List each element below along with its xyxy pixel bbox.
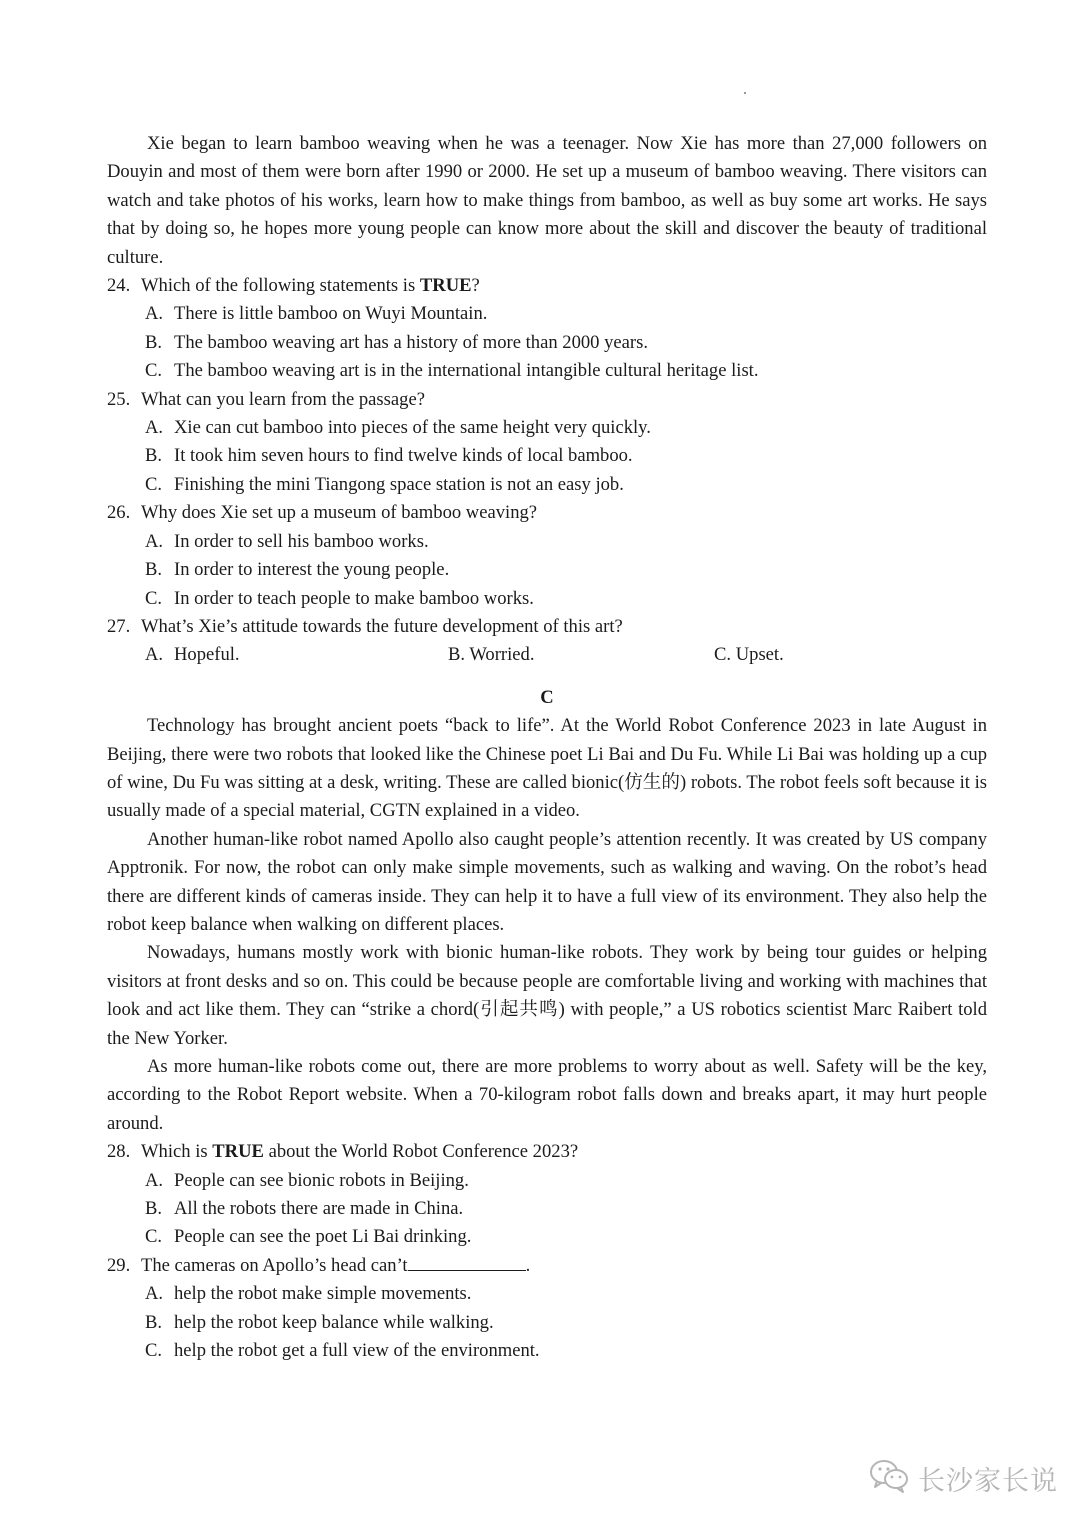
question-27 [107,613,987,641]
option-26-b[interactable] [107,556,987,584]
question-24 [107,272,987,300]
option-28-c[interactable] [107,1223,987,1251]
option-25-b[interactable] [107,442,987,470]
watermark-text: 长沙家长说 [918,1465,1058,1497]
passage-c-paragraph-2: Another human-like robot named Apollo also caught people’s attention recently. It was created by US company Apptronik. For now, the robot can only make simple movements, such as walking and waving. On the robot’s head there are different kinds of cameras inside. They can help it to have a full view of its environment. They also help the robot keep balance when walking on different places. [107,828,987,935]
question-text: The cameras on Apollo’s head can’t [141,1254,408,1276]
option-label: C. [145,1226,163,1248]
option-label: B. [145,445,163,467]
option-label: A. [145,530,164,552]
options-27-row [107,641,987,669]
question-emphasis: TRUE [419,275,472,297]
scan-speck [744,92,746,94]
question-28 [107,1138,987,1166]
wechat-icon [868,1458,910,1499]
option-text: Xie can cut bamboo into pieces of the same height very quickly. [174,417,651,439]
option-label: C. [714,644,732,666]
option-24-b[interactable] [107,329,987,357]
option-29-c[interactable] [107,1337,987,1365]
question-text: What can you learn from the passage? [141,388,425,410]
option-text: help the robot make simple movements. [174,1283,472,1305]
option-label: B. [145,1311,163,1333]
question-text: Which is [141,1141,213,1163]
option-26-c[interactable] [107,585,987,613]
question-26 [107,499,987,527]
option-25-a[interactable] [107,414,987,442]
question-29 [107,1252,987,1280]
option-label: B. [145,559,163,581]
option-27-c[interactable] [714,641,784,669]
option-text: The bamboo weaving art is in the international intangible cultural heritage list. [174,360,759,382]
option-29-a[interactable] [107,1280,987,1308]
option-label: A. [145,1169,164,1191]
option-text: The bamboo weaving art has a history of more than 2000 years. [174,331,649,353]
exam-page [107,130,987,1365]
option-text: In order to sell his bamboo works. [174,530,429,552]
option-25-c[interactable] [107,471,987,499]
option-text: People can see bionic robots in Beijing. [174,1169,469,1191]
option-text: People can see the poet Li Bai drinking. [174,1226,472,1248]
option-label: C. [145,473,163,495]
option-28-b[interactable] [107,1195,987,1223]
option-text: Worried. [469,644,535,666]
option-24-a[interactable] [107,300,987,328]
question-number: 26. [107,502,131,524]
option-26-a[interactable] [107,528,987,556]
option-label: C. [145,360,163,382]
passage-c-paragraph-4: As more human-like robots come out, there are more problems to worry about as well. Safety will be the key, according to the Robot Report website. When a 70-kilogram robot falls down and breaks apart, it may hurt people around. [107,1055,987,1134]
option-text: All the robots there are made in China. [174,1198,464,1220]
option-label: C. [145,1340,163,1362]
option-text: Upset. [735,644,784,666]
option-label: A. [145,417,164,439]
question-number: 24. [107,275,131,297]
question-emphasis: TRUE [212,1141,264,1163]
question-number: 28. [107,1141,131,1163]
option-label: B. [145,1198,163,1220]
question-text-end: about the World Robot Conference 2023? [263,1141,579,1163]
option-text: It took him seven hours to find twelve kinds of local bamboo. [174,445,633,467]
question-number: 27. [107,615,131,637]
option-text: There is little bamboo on Wuyi Mountain. [174,303,488,325]
option-28-a[interactable] [107,1167,987,1195]
option-label: A. [145,303,164,325]
question-text-end: . [525,1254,531,1276]
option-29-b[interactable] [107,1309,987,1337]
option-text: Hopeful. [174,644,240,666]
passage-c-paragraph-1: Technology has brought ancient poets “back to life”. At the World Robot Conference 2023 in late August in Beijing, there were two robots that looked like the Chinese poet Li Bai and Du Fu. While Li Bai was holding up a cup of wine, Du Fu was sitting at a desk, writing. These are called bionic(仿生的) robots. The robot feels soft because it is usually made of a special material, CGTN explained in a video. [107,715,987,822]
answer-blank[interactable] [408,1252,526,1271]
option-27-b[interactable] [448,641,534,669]
question-number: 25. [107,388,131,410]
option-label: B. [448,644,466,666]
option-27-a[interactable] [145,641,240,669]
option-text: In order to interest the young people. [174,559,450,581]
question-text: What’s Xie’s attitude towards the future development of this art? [141,615,623,637]
question-25 [107,386,987,414]
section-heading-c: C [540,686,554,708]
option-label: A. [145,644,164,666]
option-label: A. [145,1283,164,1305]
passage-c-paragraph-3: Nowadays, humans mostly work with bionic human-like robots. They work by being tour guides or helping visitors at front desks and so on. This could be because people are comfortable living and working with machines that look and act like them. They can “strike a chord(引起共鸣) with people,” a US robotics scientist Marc Raibert told the New Yorker. [107,942,987,1049]
option-24-c[interactable] [107,357,987,385]
question-number: 29. [107,1254,131,1276]
watermark [868,1458,1058,1498]
option-text: Finishing the mini Tiangong space station is not an easy job. [174,473,624,495]
option-label: B. [145,331,163,353]
passage-b-tail: Xie began to learn bamboo weaving when he was a teenager. Now Xie has more than 27,000 followers on Douyin and most of them were born after 1990 or 2000. He set up a museum of bamboo weaving. There visitors can watch and take photos of his works, learn how to make things from bamboo, as well as buy some art works. He says that by doing so, he hopes more young people can know more about the skill and discover the beauty of traditional culture. [107,133,987,268]
question-text: Why does Xie set up a museum of bamboo weaving? [141,502,538,524]
option-text: help the robot get a full view of the environment. [174,1340,540,1362]
question-text-end: ? [471,275,480,297]
option-label: C. [145,587,163,609]
option-text: help the robot keep balance while walking. [174,1311,494,1333]
question-text: Which of the following statements is [141,275,420,297]
option-text: In order to teach people to make bamboo works. [174,587,534,609]
